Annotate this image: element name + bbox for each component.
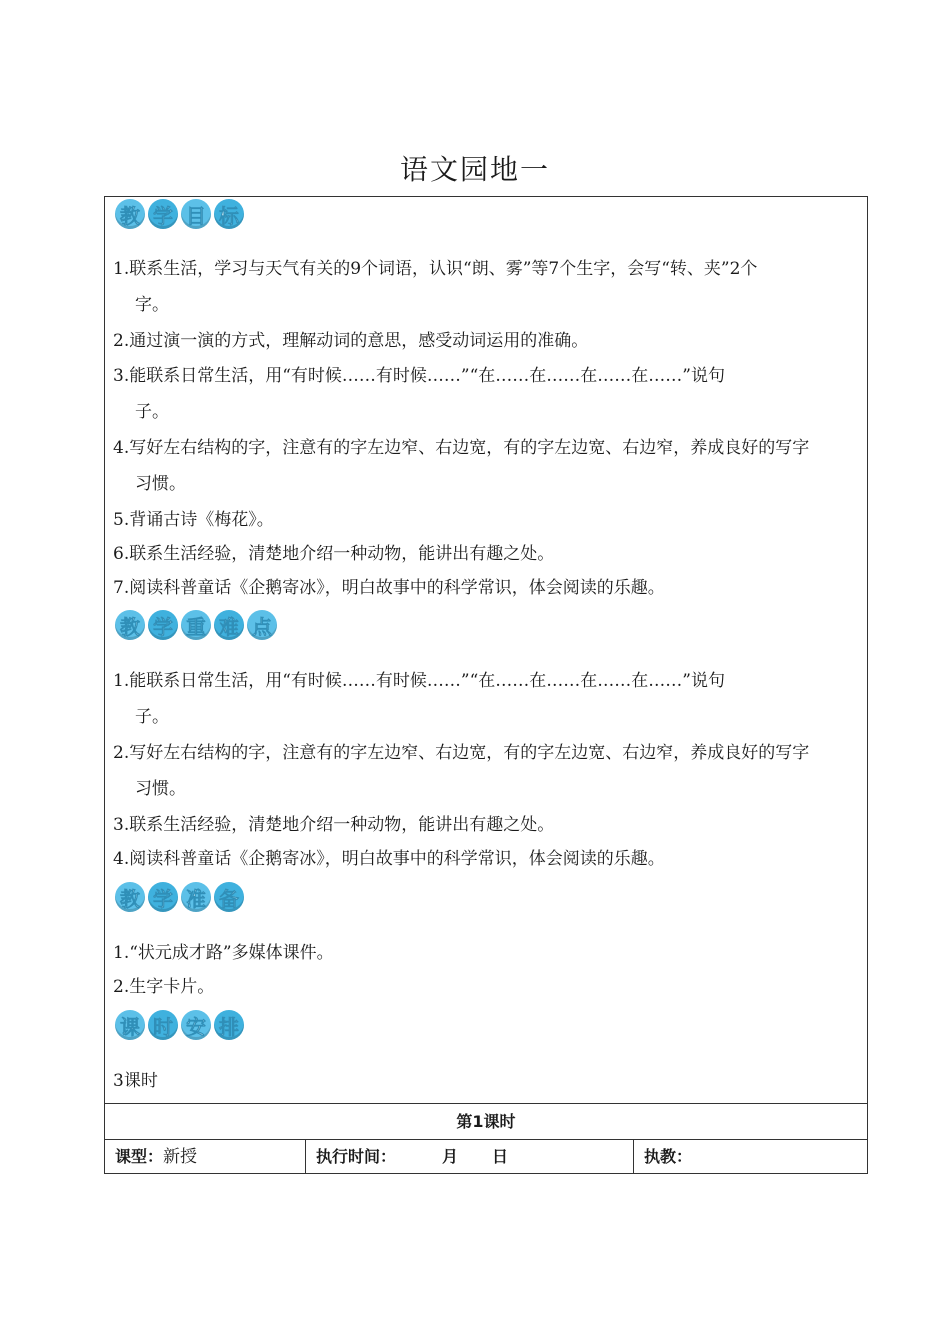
lesson-info-row	[105, 1139, 867, 1174]
month-label: 月	[442, 1147, 459, 1166]
key-point-item-2-cont: 习惯。	[135, 779, 186, 799]
badge-char: 安	[181, 1010, 211, 1040]
badge-char: 学	[148, 199, 178, 229]
objectives-badge	[115, 199, 244, 229]
objective-item-3: 3.能联系日常生活，用“有时候……有时候……”“在……在……在……在……”说句	[113, 366, 725, 386]
objective-item-2: 2.通过演一演的方式，理解动词的意思，感受动词运用的准确。	[113, 331, 589, 351]
badge-char: 教	[115, 610, 145, 640]
badge-char: 课	[115, 1010, 145, 1040]
objective-item-4: 4.写好左右结构的字，注意有的字左边窄、右边宽，有的字左边宽、右边窄，养成良好的写字	[113, 438, 810, 458]
lesson-heading: 第1课时	[105, 1103, 867, 1140]
badge-char: 重	[181, 610, 211, 640]
preparation-item-1: 1.“状元成才路”多媒体课件。	[113, 943, 334, 963]
preparation-badge	[115, 882, 244, 912]
day-label: 日	[492, 1147, 509, 1166]
key-points-badge	[115, 610, 277, 640]
objective-item-7: 7.阅读科普童话《企鹅寄冰》，明白故事中的科学常识，体会阅读的乐趣。	[113, 578, 665, 598]
badge-char: 时	[148, 1010, 178, 1040]
teacher-label: 执教：	[644, 1147, 693, 1166]
badge-char: 教	[115, 882, 145, 912]
badge-char: 难	[214, 610, 244, 640]
badge-char: 教	[115, 199, 145, 229]
key-point-item-4: 4.阅读科普童话《企鹅寄冰》，明白故事中的科学常识，体会阅读的乐趣。	[113, 849, 665, 869]
badge-char: 学	[148, 882, 178, 912]
objective-item-4-cont: 习惯。	[135, 474, 186, 494]
key-point-item-1: 1.能联系日常生活，用“有时候……有时候……”“在……在……在……在……”说句	[113, 671, 725, 691]
badge-char: 目	[181, 199, 211, 229]
page-title: 语文园地一	[399, 153, 550, 186]
lesson-plan-table	[104, 196, 868, 1174]
schedule-badge	[115, 1010, 244, 1040]
schedule-text: 3课时	[113, 1071, 158, 1091]
objective-item-3-cont: 子。	[135, 402, 169, 422]
lesson-type-cell	[105, 1140, 305, 1174]
badge-char: 学	[148, 610, 178, 640]
badge-char: 点	[247, 610, 277, 640]
lesson-type-label: 课型：	[115, 1147, 164, 1166]
execution-time-cell	[305, 1140, 633, 1174]
badge-char: 备	[214, 882, 244, 912]
objective-item-6: 6.联系生活经验，清楚地介绍一种动物，能讲出有趣之处。	[113, 544, 555, 564]
key-point-item-2: 2.写好左右结构的字，注意有的字左边窄、右边宽，有的字左边宽、右边窄，养成良好的写字	[113, 743, 810, 763]
teacher-cell	[633, 1140, 867, 1174]
lesson-type-value: 新授	[163, 1147, 198, 1167]
preparation-item-2: 2.生字卡片。	[113, 977, 215, 997]
objective-item-1: 1.联系生活，学习与天气有关的9个词语，认识“朗、雾”等7个生字，会写“转、夹”2个	[113, 259, 758, 279]
badge-char: 排	[214, 1010, 244, 1040]
badge-char: 准	[181, 882, 211, 912]
objective-item-5: 5.背诵古诗《梅花》。	[113, 510, 274, 530]
badge-char: 标	[214, 199, 244, 229]
key-point-item-1-cont: 子。	[135, 707, 169, 727]
key-point-item-3: 3.联系生活经验，清楚地介绍一种动物，能讲出有趣之处。	[113, 815, 555, 835]
execution-time-label: 执行时间：	[316, 1147, 397, 1166]
objective-item-1-cont: 字。	[135, 295, 169, 315]
